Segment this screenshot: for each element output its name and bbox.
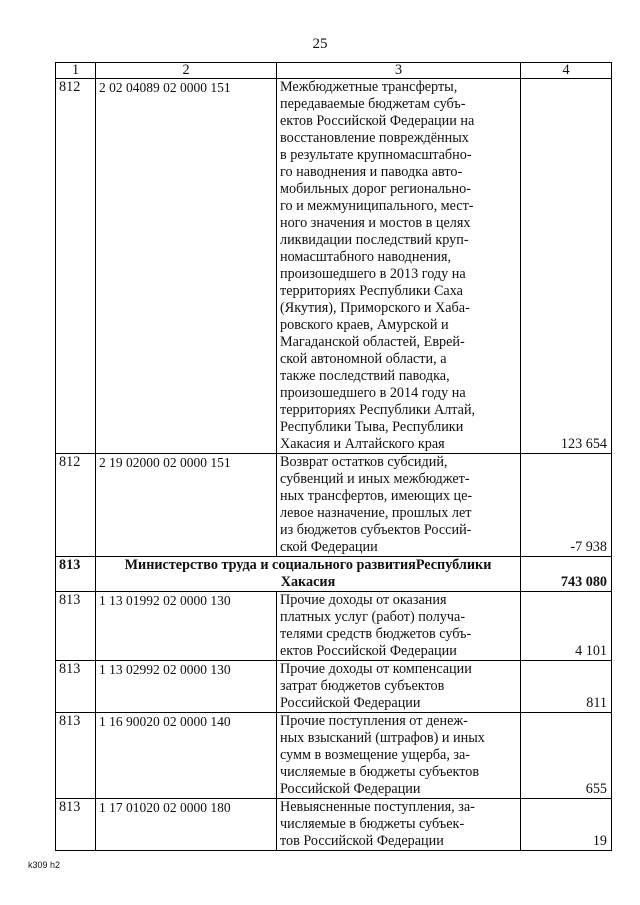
description-line: Прочие доходы от компенсации — [280, 661, 472, 677]
description-cell — [277, 79, 521, 454]
description-line: сумм в возмещение ущерба, за- — [280, 747, 471, 763]
description-line: числяемые в бюджеты субъектов — [280, 764, 480, 780]
description-line: левое назначение, прошлых лет — [280, 505, 472, 521]
description-line: ектов Российской Федерации на — [280, 113, 475, 129]
amount-cell: 123 654 — [521, 79, 612, 454]
budget-code-cell: 1 13 01992 02 0000 130 — [96, 592, 277, 661]
admin-code-cell: 813 — [56, 713, 96, 799]
admin-code-cell: 813 — [56, 799, 96, 851]
description-line: территориях Республики Саха — [280, 283, 463, 299]
description-line: тов Российской Федерации — [280, 833, 444, 849]
description-line: ровского краев, Амурской и — [280, 317, 449, 333]
header-cell: 4 — [521, 63, 612, 79]
section-row — [56, 557, 612, 592]
table-header-row — [56, 63, 612, 79]
description-line: субвенций и иных межбюджет- — [280, 471, 470, 487]
organization-name-cell — [96, 557, 521, 592]
description-line: также последствий паводка, — [280, 368, 450, 384]
description-line: произошедшего в 2014 году на — [280, 385, 466, 401]
budget-code-cell: 1 17 01020 02 0000 180 — [96, 799, 277, 851]
header-cell: 2 — [96, 63, 277, 79]
description-line: Российской Федерации — [280, 781, 421, 797]
admin-code-cell: 813 — [56, 661, 96, 713]
admin-code-cell: 812 — [56, 454, 96, 557]
description-line: Межбюджетные трансферты, — [280, 79, 458, 95]
description-line: го наводнения и паводка авто- — [280, 164, 463, 180]
description-line: затрат бюджетов субъектов — [280, 678, 445, 694]
description-line: из бюджетов субъектов Россий- — [280, 522, 472, 538]
amount-cell: 4 101 — [521, 592, 612, 661]
description-line: (Якутия), Приморского и Хаба- — [280, 300, 470, 316]
header-cell: 1 — [56, 63, 96, 79]
description-line: числяемые в бюджеты субъек- — [280, 816, 465, 832]
description-line: ных трансфертов, имеющих це- — [280, 488, 473, 504]
amount-cell: 19 — [521, 799, 612, 851]
description-line: Хакасия и Алтайского края — [280, 436, 445, 452]
amount-cell: -7 938 — [521, 454, 612, 557]
description-line: территориях Республики Алтай, — [280, 402, 476, 418]
description-cell — [277, 799, 521, 851]
table-row — [56, 454, 612, 557]
description-cell — [277, 454, 521, 557]
budget-code-cell: 2 19 02000 02 0000 151 — [96, 454, 277, 557]
description-line: передаваемые бюджетам субъ- — [280, 96, 466, 112]
description-line: Прочие доходы от оказания — [280, 592, 447, 608]
description-line: Министерство труда и социального развития — [124, 557, 416, 573]
amount-cell: 655 — [521, 713, 612, 799]
admin-code-cell: 813 — [56, 557, 96, 592]
table-row — [56, 713, 612, 799]
budget-code-cell: 2 02 04089 02 0000 151 — [96, 79, 277, 454]
description-line: го и межмуниципального, мест- — [280, 198, 474, 214]
budget-code-cell: 1 13 02992 02 0000 130 — [96, 661, 277, 713]
table-row — [56, 661, 612, 713]
amount-cell: 743 080 — [521, 557, 612, 592]
description-line: платных услуг (работ) получа- — [280, 609, 466, 625]
description-line: Возврат остатков субсидий, — [280, 454, 448, 470]
admin-code-cell: 812 — [56, 79, 96, 454]
table-row — [56, 592, 612, 661]
footer-code: k309 h2 — [28, 860, 61, 870]
description-cell — [277, 592, 521, 661]
description-line: ектов Российской Федерации — [280, 643, 457, 659]
revenue-table — [55, 62, 612, 851]
page-number: 25 — [312, 36, 328, 52]
description-line: Невыясненные поступления, за- — [280, 799, 475, 815]
description-line: Прочие поступления от денеж- — [280, 713, 468, 729]
description-cell — [277, 713, 521, 799]
description-line: ного значения и мостов в целях — [280, 215, 471, 231]
header-cell: 3 — [277, 63, 521, 79]
description-line: ных взысканий (штрафов) и иных — [280, 730, 485, 746]
description-line: номасштабного наводнения, — [280, 249, 452, 265]
description-line: ликвидации последствий круп- — [280, 232, 469, 248]
table-row — [56, 799, 612, 851]
description-cell — [277, 661, 521, 713]
description-line: в результате крупномасштабно- — [280, 147, 472, 163]
table-row — [56, 79, 612, 454]
description-line: Республики Тыва, Республики — [280, 419, 464, 435]
amount-cell: 811 — [521, 661, 612, 713]
admin-code-cell: 813 — [56, 592, 96, 661]
budget-code-cell: 1 16 90020 02 0000 140 — [96, 713, 277, 799]
description-line: мобильных дорог регионально- — [280, 181, 471, 197]
description-line: Республики Хакасия — [280, 557, 492, 590]
description-line: ской автономной области, а — [280, 351, 447, 367]
description-line: телями средств бюджетов субъ- — [280, 626, 472, 642]
description-line: Магаданской областей, Еврей- — [280, 334, 465, 350]
description-line: Российской Федерации — [280, 695, 421, 711]
description-line: восстановление повреждённых — [280, 130, 469, 146]
description-line: произошедшего в 2013 году на — [280, 266, 466, 282]
description-line: ской Федерации — [280, 539, 378, 555]
